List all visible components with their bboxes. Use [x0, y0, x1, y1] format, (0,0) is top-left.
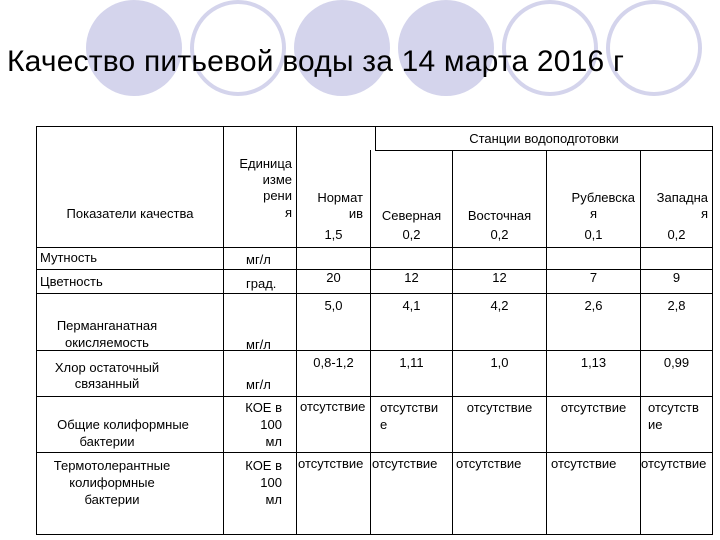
row-value: 4,1 — [402, 298, 421, 313]
row-value: отсутств — [648, 400, 699, 415]
row-name: Перманганатная — [56, 318, 158, 333]
row-value: отсутствие — [466, 400, 533, 415]
row-value: е — [380, 417, 388, 432]
row-value: 2,8 — [667, 298, 686, 313]
row-value: отсутствие — [551, 456, 617, 471]
row-value: 4,2 — [490, 298, 509, 313]
row-value: отсутствие — [641, 456, 707, 471]
row-value: 9 — [672, 270, 681, 285]
row-value: 1,0 — [490, 355, 509, 370]
row-unit: мг/л — [246, 377, 271, 392]
row-norm: отсутствие — [300, 399, 366, 414]
row-name: Мутность — [40, 250, 98, 265]
row-value: 7 — [589, 270, 598, 285]
row-value: 1,13 — [580, 355, 607, 370]
row-value: 2,6 — [584, 298, 603, 313]
row-unit: 100 — [260, 475, 282, 490]
row-name: Термотолерантные — [53, 458, 171, 473]
row-norm: 20 — [326, 270, 341, 285]
row-norm: 0,8-1,2 — [313, 355, 354, 370]
row-unit: КОЕ в — [245, 400, 282, 415]
header-indicator: Показатели качества — [66, 206, 194, 221]
row-name: связанный — [74, 376, 140, 391]
group-header: Станции водоподготовки — [469, 131, 619, 146]
row-unit: мл — [265, 492, 282, 507]
row-name: колиформные — [69, 475, 155, 490]
row-name: окисляемость — [65, 335, 149, 350]
row-value: отсутствие — [456, 456, 522, 471]
row-name: Хлор остаточный — [54, 360, 160, 375]
row-value: отсутствие — [560, 400, 627, 415]
row-name: Общие колиформные — [57, 417, 189, 432]
row-value: 0,2 — [490, 227, 509, 242]
row-value: 1,11 — [399, 355, 424, 370]
row-value: 0,2 — [667, 227, 686, 242]
row-name: Цветность — [40, 274, 103, 289]
row-value: 0,1 — [584, 227, 603, 242]
row-value: 0,99 — [663, 355, 690, 370]
row-unit: КОЕ в — [245, 458, 282, 473]
header-station-1: Северная — [381, 208, 442, 223]
header-station-2: Восточная — [467, 208, 532, 223]
row-norm: 5,0 — [324, 298, 343, 313]
row-value: ие — [648, 417, 663, 432]
row-value: 0,2 — [402, 227, 421, 242]
row-value: 12 — [404, 270, 419, 285]
row-name: бактерии — [79, 434, 135, 449]
row-value: отсутствие — [372, 456, 438, 471]
row-norm: отсутствие — [298, 456, 364, 471]
row-unit: мг/л — [246, 337, 271, 352]
row-unit: 100 — [260, 417, 282, 432]
row-value: 12 — [492, 270, 507, 285]
row-name: бактерии — [84, 492, 140, 507]
row-norm: 1,5 — [324, 227, 343, 242]
page-title: Качество питьевой воды за 14 марта 2016 г — [7, 45, 625, 78]
row-unit: град. — [246, 276, 277, 291]
row-unit: мг/л — [246, 252, 271, 267]
row-unit: мл — [265, 434, 282, 449]
row-value: отсутстви — [380, 400, 439, 415]
